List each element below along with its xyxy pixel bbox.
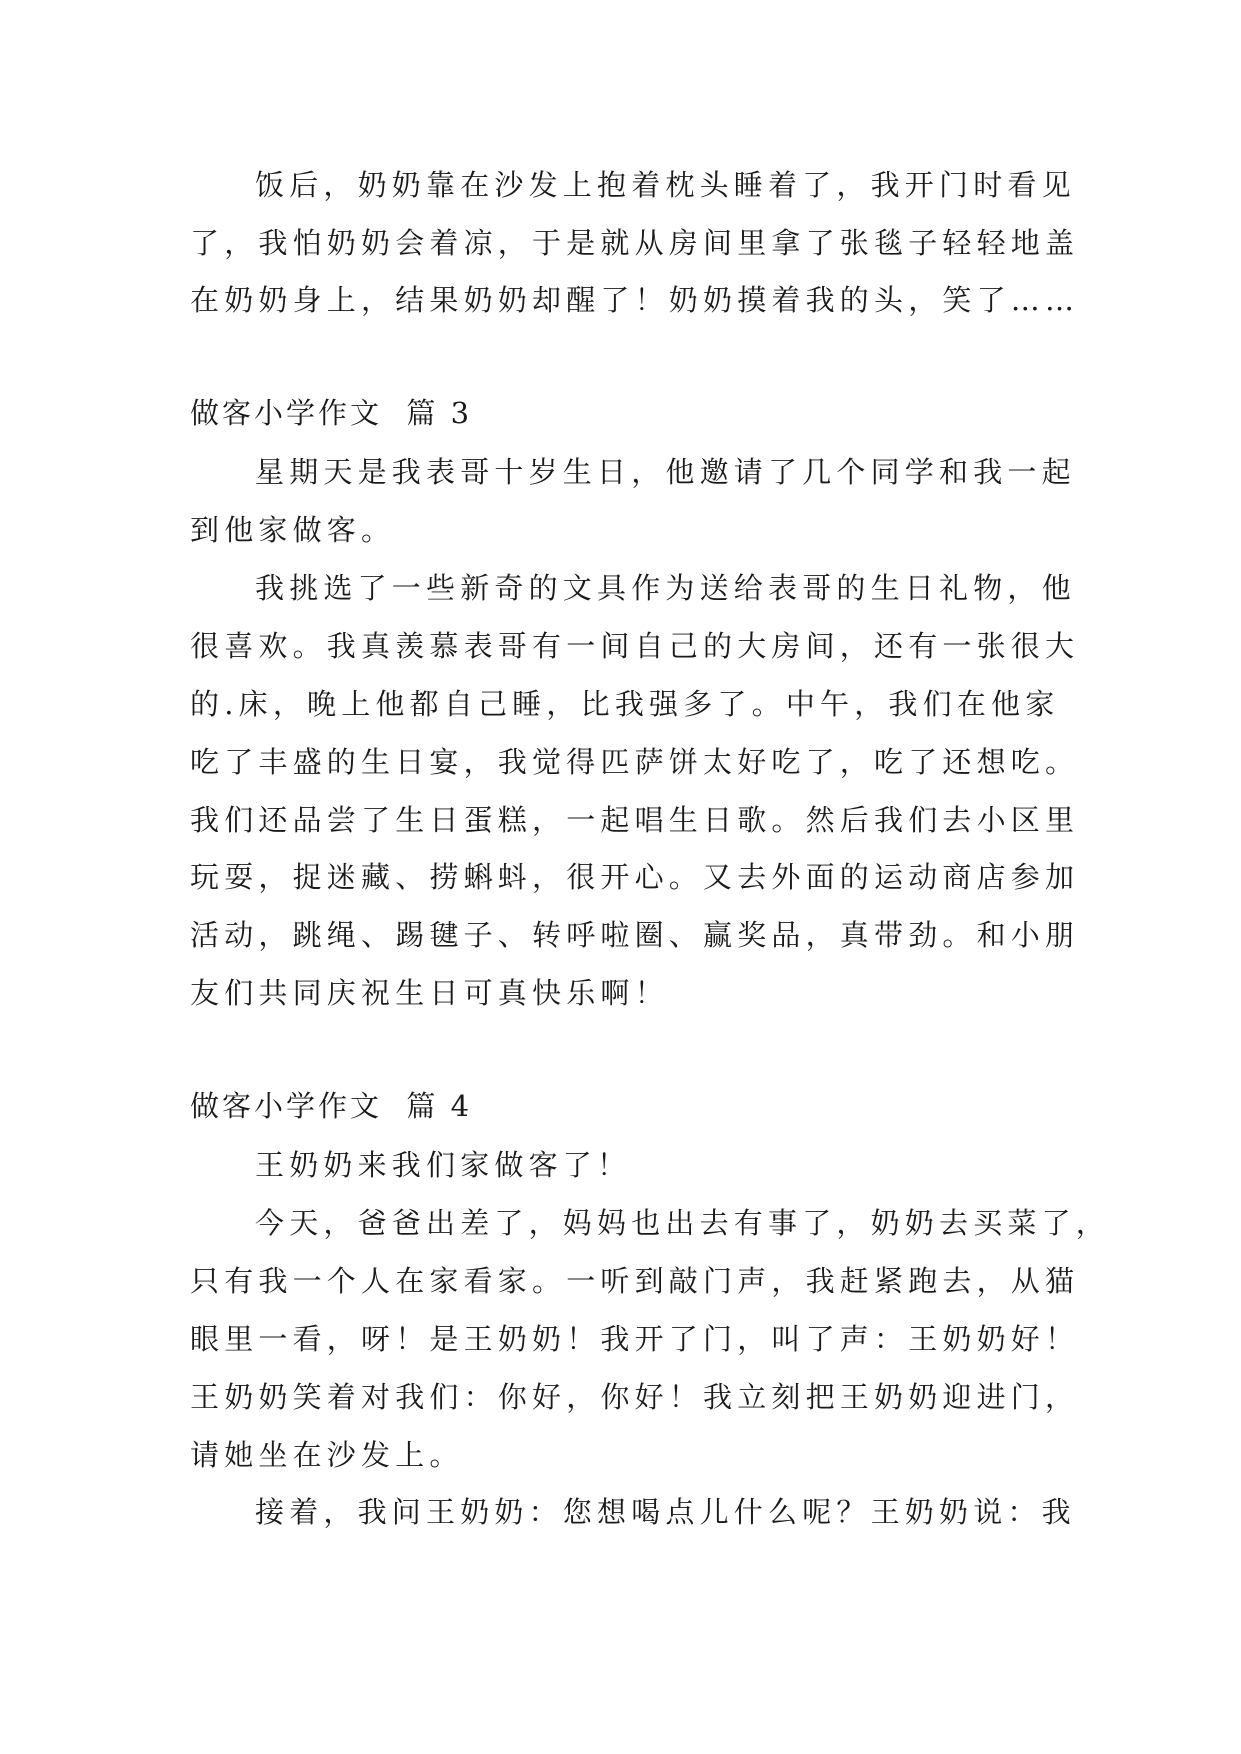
paragraph-line: 我挑选了一些新奇的文具作为送给表哥的生日礼物，他 [255,571,1076,605]
paragraph-line: 的.床，晚上他都自己睡，比我强多了。中午，我们在他家 [190,687,1060,721]
paragraph-line: 眼里一看，呀！是王奶奶！我开了门，叫了声：王奶奶好！ [190,1322,1080,1356]
section-heading: 做客小学作文 篇 3 [190,396,473,430]
paragraph-line: 王奶奶来我们家做客了！ [255,1148,632,1182]
paragraph-line: 今天，爸爸出差了，妈妈也出去有事了，奶奶去买菜了， [255,1206,1111,1240]
paragraph-line: 活动，跳绳、踢毽子、转呼啦圈、赢奖品，真带劲。和小朋 [190,918,1080,952]
paragraph-line: 吃了丰盛的生日宴，我觉得匹萨饼太好吃了，吃了还想吃。 [190,745,1080,779]
paragraph-line: 星期天是我表哥十岁生日，他邀请了几个同学和我一起 [255,455,1076,489]
paragraph-line: 只有我一个人在家看家。一听到敲门声，我赶紧跑去，从猫 [190,1264,1080,1298]
paragraph-line: 王奶奶笑着对我们：你好，你好！我立刻把王奶奶迎进门， [190,1380,1080,1414]
paragraph-line: 了，我怕奶奶会着凉，于是就从房间里拿了张毯子轻轻地盖 [190,226,1080,260]
paragraph-line: 饭后，奶奶靠在沙发上抱着枕头睡着了，我开门时看见 [255,168,1076,202]
paragraph-line: 请她坐在沙发上。 [190,1438,464,1472]
paragraph-line: 在奶奶身上，结果奶奶却醒了！奶奶摸着我的头，笑了…… [190,283,1080,317]
paragraph-line: 到他家做客。 [190,513,396,547]
paragraph-line: 很喜欢。我真羡慕表哥有一间自己的大房间，还有一张很大 [190,629,1080,663]
section-heading: 做客小学作文 篇 4 [190,1089,473,1123]
paragraph-line: 接着，我问王奶奶：您想喝点儿什么呢？王奶奶说：我 [255,1495,1076,1529]
paragraph-line: 我们还品尝了生日蛋糕，一起唱生日歌。然后我们去小区里 [190,803,1080,837]
paragraph-line: 玩耍，捉迷藏、捞蝌蚪，很开心。又去外面的运动商店参加 [190,860,1080,894]
paragraph-line: 友们共同庆祝生日可真快乐啊！ [190,976,669,1010]
